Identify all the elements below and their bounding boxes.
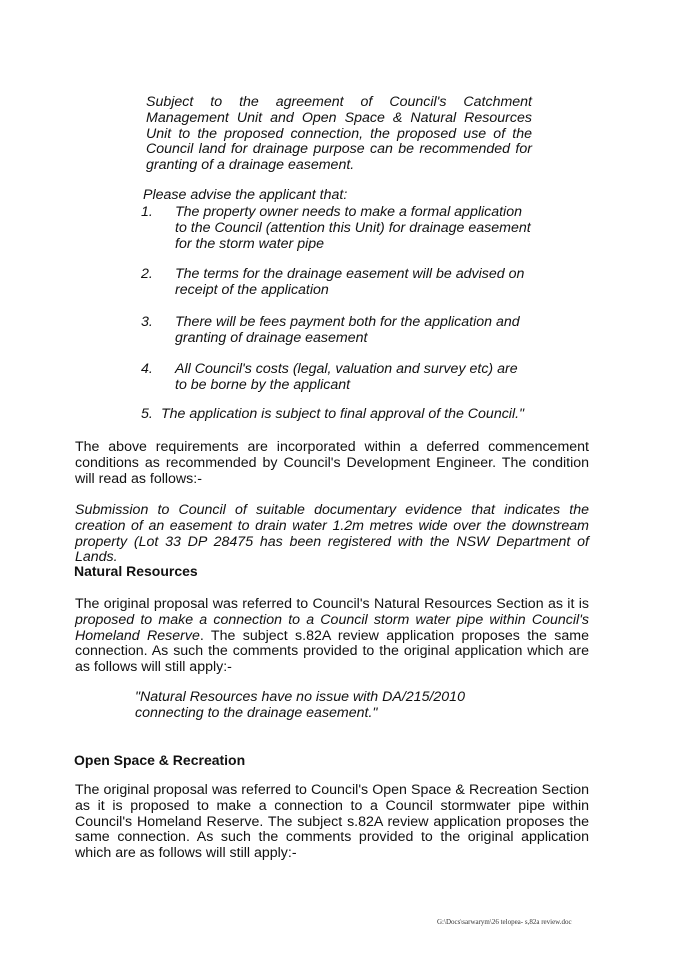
natural-resources-heading: Natural Resources [74, 563, 198, 579]
list-item-text: The terms for the drainage easement will be advised on receipt of the application [175, 266, 525, 298]
open-space-heading: Open Space & Recreation [74, 752, 246, 768]
intro-paragraph: Subject to the agreement of Council's Catchment Management Unit and Open Space & Natural Resources Unit to the proposed connection, the proposed use of the Council land for drainage purpose can be recommended for granting of a drainage easement. [146, 94, 532, 174]
list-item-number: 3. [141, 314, 153, 330]
list-item-number: 2. [141, 266, 153, 282]
natural-resources-quote: "Natural Resources have no issue with DA/215/2010 connecting to the drainage easement." [135, 689, 465, 721]
footer-file-path: G:\Docs\sarwarym\26 telopea- s,82a review.doc [437, 918, 572, 926]
natural-text-3: . The subject s.82A review application proposes the same connection. As such the comments provided to the original application which are as follows will still apply:- [75, 627, 589, 676]
advise-heading: Please advise the applicant that: [143, 187, 348, 203]
natural-text-1: The original proposal was referred to Council's Natural Resources Section as it is [75, 596, 589, 612]
natural-text-2: proposed to make a connection to a Council storm water pipe within Council's Homeland Reserve [75, 611, 589, 644]
natural-resources-paragraph [75, 597, 589, 676]
list-item-text: There will be fees payment both for the application and granting of drainage easement [175, 314, 520, 346]
requirements-paragraph: The above requirements are incorporated within a deferred commencement conditions as recommended by Council's Development Engineer. The condition will read as follows:- [75, 439, 589, 487]
list-item-number: 5. [141, 406, 153, 422]
condition-paragraph: Submission to Council of suitable documentary evidence that indicates the creation of an easement to drain water 1.2m metres wide over the downstream property (Lot 33 DP 28475 has been registered with the NSW Department of Lands. [75, 502, 589, 566]
list-item-number: 1. [141, 204, 153, 220]
open-space-paragraph: The original proposal was referred to Council's Open Space & Recreation Section as it is proposed to make a connection to a Council stormwater pipe within Council's Homeland Reserve. The subject s.82A review application proposes the same connection. As such the comments provided to the original application which are as follows will still apply:- [75, 782, 589, 862]
list-item-text: All Council's costs (legal, valuation and survey etc) are to be borne by the applicant [175, 361, 518, 393]
list-item-text: The application is subject to final approval of the Council." [161, 406, 525, 422]
list-item-text: The property owner needs to make a formal application to the Council (attention this Unit) for drainage easement for the storm water pipe [175, 204, 531, 252]
list-item-number: 4. [141, 361, 153, 377]
